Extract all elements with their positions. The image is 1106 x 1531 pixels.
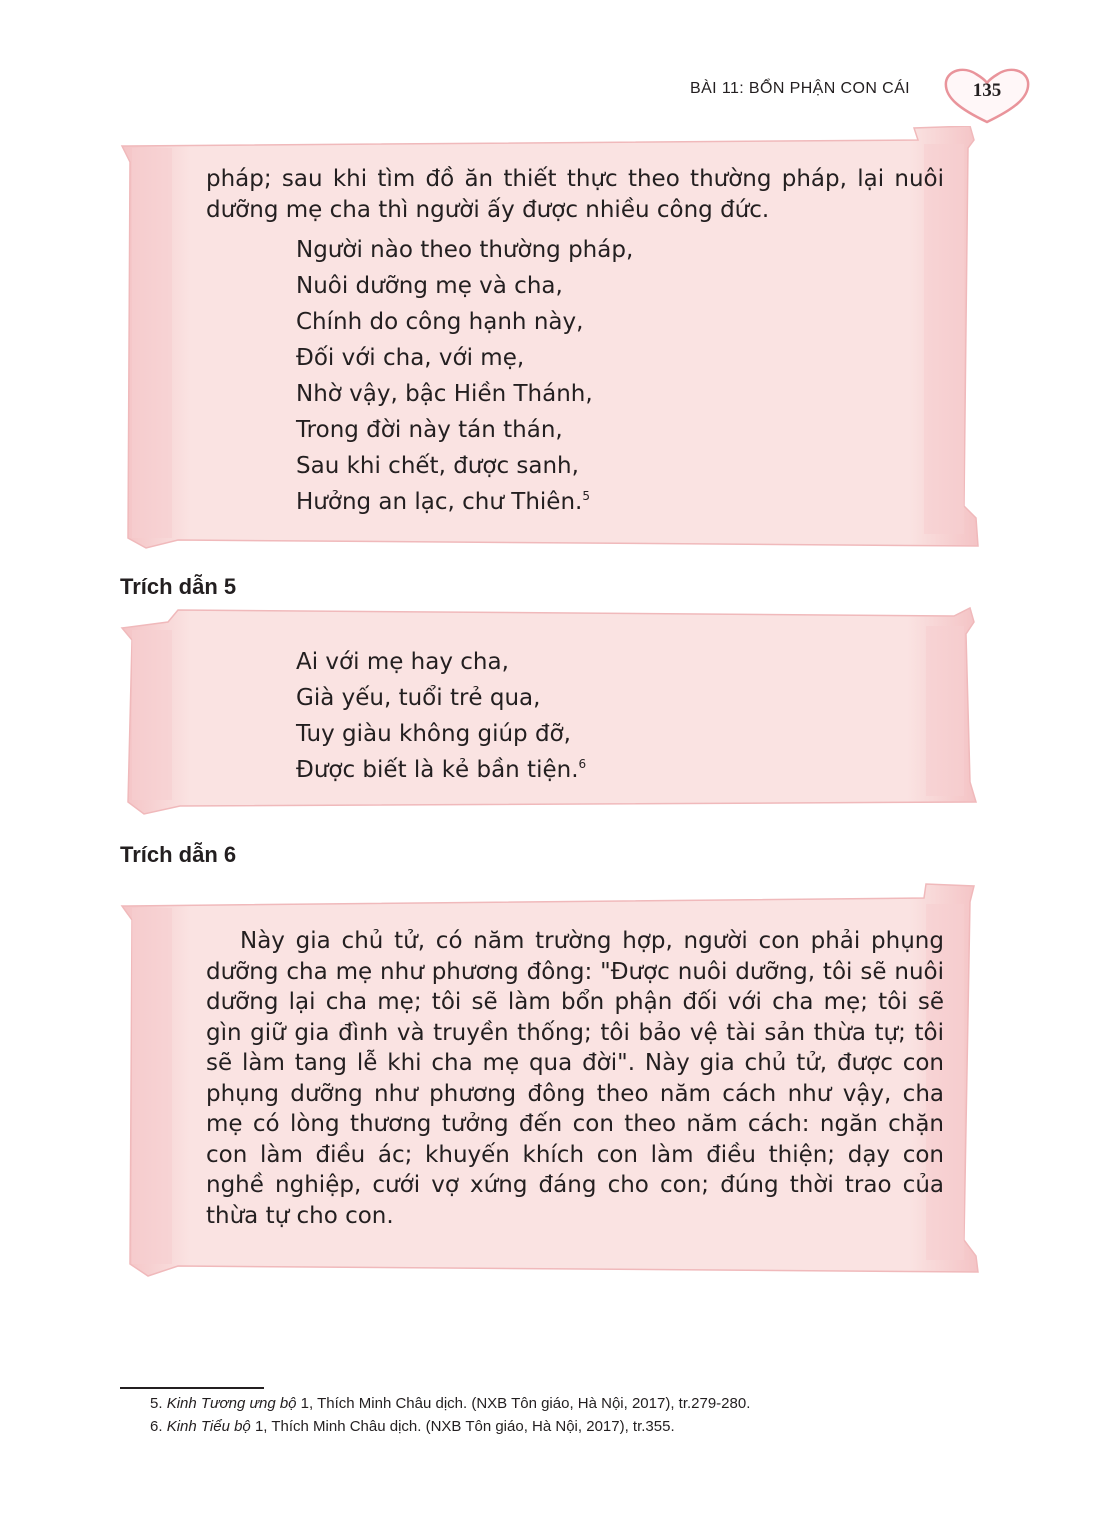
verse-line: Đối với cha, với mẹ,: [296, 345, 525, 371]
quote-scroll-1: [118, 126, 986, 554]
quote-paragraph: Này gia chủ tử, có năm trường hợp, người con phải phụng dưỡng cha mẹ như phương đông: "Được nuôi dưỡng, tôi sẽ nuôi dưỡng lại cha mẹ; tôi sẽ làm bổn phận đối với cha mẹ; tôi sẽ gìn giữ gia đình và truyền thống; tôi bảo vệ tài sản thừa tự; tôi sẽ làm tang lễ khi cha mẹ qua đời". Này gia chủ tử, được con phụng dưỡng như phương đông theo năm cách như vậy, cha mẹ có lòng thương tưởng đến con theo năm cách: ngăn chặn con làm điều ác; khuyến khích con làm điều thiện; dạy con nghề nghiệp, cưới vợ xứng đáng cho con; đúng thời trao của thừa tự cho con.: [206, 928, 944, 1229]
footnote-6: 6. Kinh Tiểu bộ 1, Thích Minh Châu dịch. (NXB Tôn giáo, Hà Nội, 2017), tr.355.: [150, 1418, 675, 1435]
chapter-title: BÀI 11: BỔN PHẬN CON CÁI: [690, 80, 911, 97]
section-heading-6: Trích dẫn 6: [120, 842, 237, 867]
footnote-divider: [120, 1387, 264, 1389]
verse-line: Hưởng an lạc, chư Thiên.$^5$: [296, 489, 590, 515]
verse-block: [296, 644, 586, 788]
quote-scroll-6: [118, 880, 986, 1280]
footnote-ref[interactable]: 5: [582, 489, 590, 503]
quote-scroll-5: [118, 606, 986, 816]
verse-line: Trong đời này tán thán,: [296, 417, 563, 443]
verse-line: Người nào theo thường pháp,: [296, 237, 634, 263]
verse-line: Nuôi dưỡng mẹ và cha,: [296, 273, 563, 299]
page-number-badge: [940, 66, 1034, 126]
verse-line: Chính do công hạnh này,: [296, 309, 584, 335]
quote-paragraph: pháp; sau khi tìm đồ ăn thiết thực theo thường pháp, lại nuôi dưỡng mẹ cha thì người ấy được nhiều công đức.: [206, 166, 944, 223]
verse-line: Nhờ vậy, bậc Hiền Thánh,: [296, 381, 593, 407]
verse-line: Được biết là kẻ bần tiện.$^6$: [296, 757, 587, 783]
footnote-5: 5. Kinh Tương ưng bộ 1, Thích Minh Châu dịch. (NXB Tôn giáo, Hà Nội, 2017), tr.279-280.: [150, 1395, 751, 1412]
verse-block: [296, 232, 633, 520]
verse-line: Sau khi chết, được sanh,: [296, 453, 579, 479]
section-heading-5: Trích dẫn 5: [120, 574, 237, 599]
page-number: 135: [972, 80, 1002, 101]
verse-line: Ai với mẹ hay cha,: [296, 649, 509, 675]
verse-line: Tuy giàu không giúp đỡ,: [296, 721, 571, 747]
verse-line: Già yếu, tuổi trẻ qua,: [296, 685, 541, 711]
footnote-ref[interactable]: 6: [578, 757, 587, 771]
footnotes: [150, 1392, 750, 1438]
